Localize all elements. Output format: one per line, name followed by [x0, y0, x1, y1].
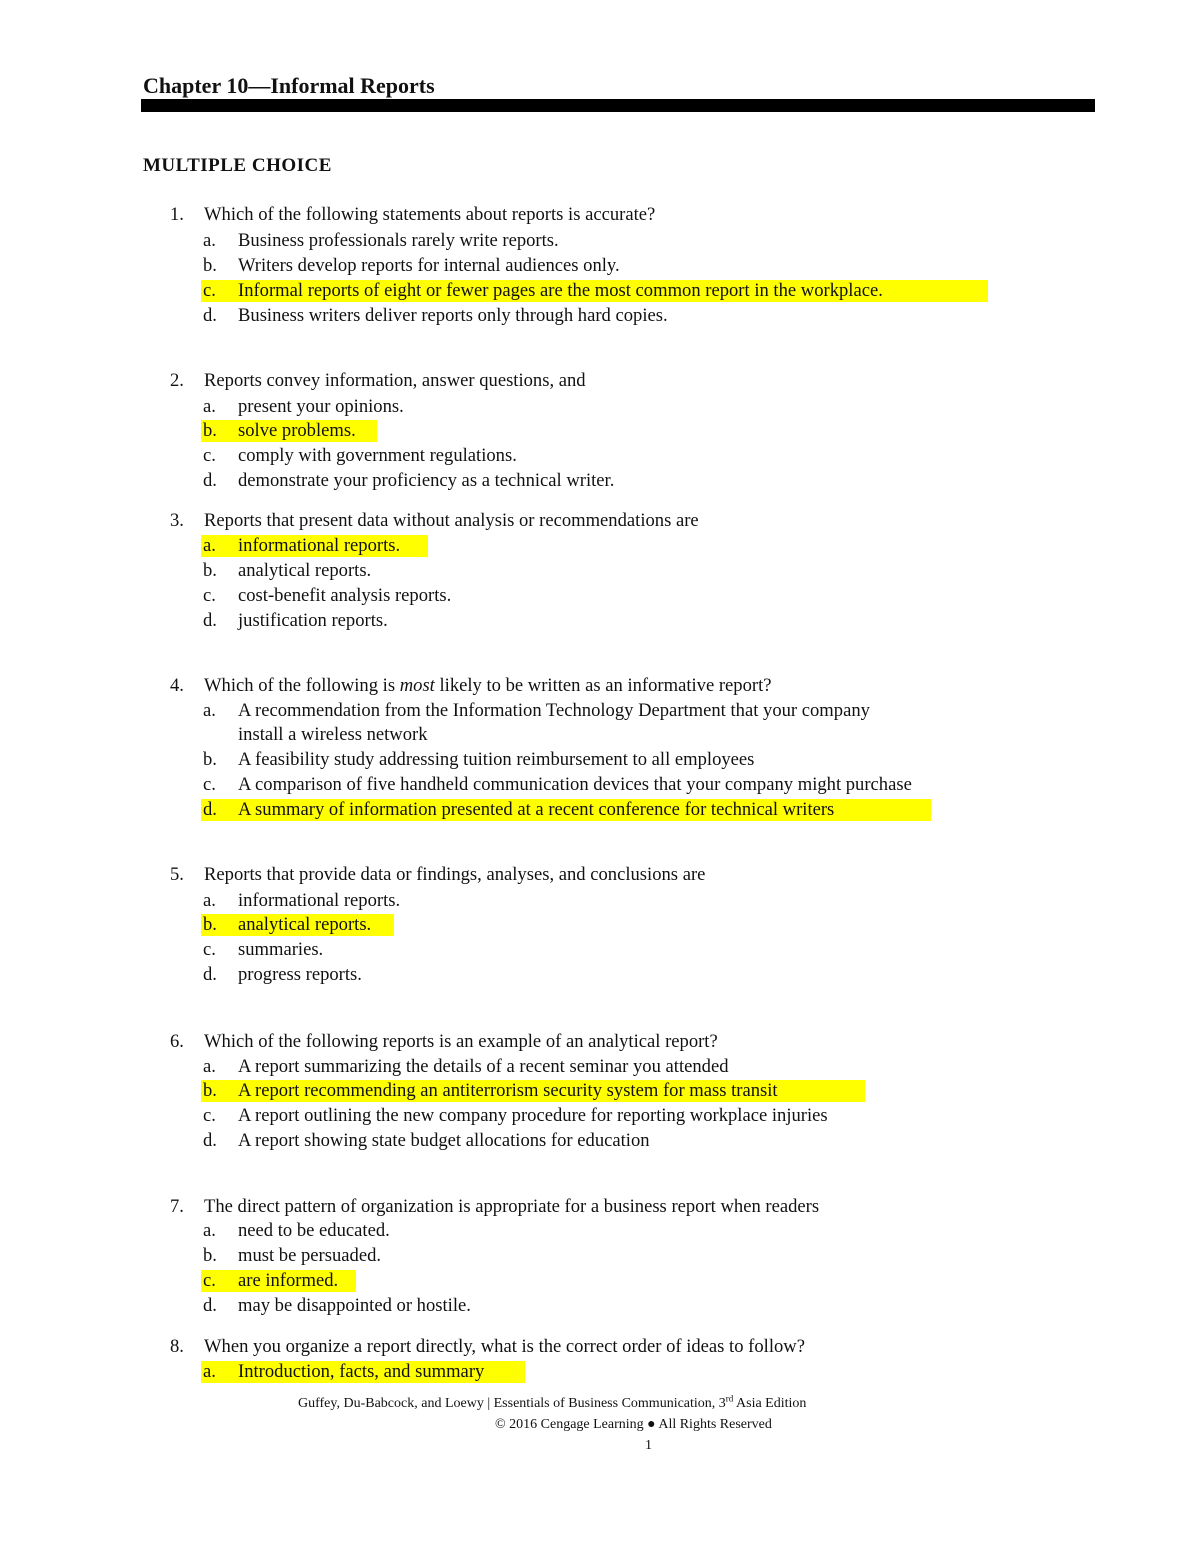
question-text: Reports that present data without analysis or recommendations are	[204, 510, 699, 531]
footer-copyright: © 2016 Cengage Learning ● All Rights Reserved	[495, 1417, 772, 1432]
question-number: 5.	[170, 864, 184, 885]
option-letter: c.	[203, 585, 216, 606]
option-letter: c.	[203, 1270, 216, 1291]
question-number: 1.	[170, 204, 184, 225]
option-text: A report summarizing the details of a recent seminar you attended	[238, 1056, 729, 1077]
option-text: Business writers deliver reports only through hard copies.	[238, 305, 668, 326]
option-letter: b.	[203, 255, 217, 276]
option-text: comply with government regulations.	[238, 445, 517, 466]
option-letter: d.	[203, 1130, 217, 1151]
option-letter: d.	[203, 305, 217, 326]
option-letter: d.	[203, 964, 217, 985]
question-number: 4.	[170, 675, 184, 696]
option-text: Introduction, facts, and summary	[238, 1361, 485, 1382]
option-letter: d.	[203, 470, 217, 491]
option-letter: a.	[203, 396, 216, 417]
chapter-title: Chapter 10—Informal Reports	[143, 73, 435, 98]
question-text: The direct pattern of organization is appropriate for a business report when readers	[204, 1196, 820, 1217]
question-text: Reports convey information, answer questions, and	[204, 370, 586, 391]
option-letter: d.	[203, 1295, 217, 1316]
question-number: 3.	[170, 510, 184, 531]
option-letter: c.	[203, 774, 216, 795]
option-letter: b.	[203, 914, 217, 935]
question-text: Which of the following statements about reports is accurate?	[204, 204, 656, 225]
option-letter: c.	[203, 1105, 216, 1126]
question-text	[204, 674, 772, 698]
option-text: A report recommending an antiterrorism security system for mass transit	[238, 1080, 778, 1101]
option-text: may be disappointed or hostile.	[238, 1295, 471, 1316]
question-number: 6.	[170, 1031, 184, 1052]
question-text: When you organize a report directly, what is the correct order of ideas to follow?	[204, 1336, 805, 1357]
option-text: need to be educated.	[238, 1220, 390, 1241]
option-text: present your opinions.	[238, 396, 404, 417]
option-letter: b.	[203, 1245, 217, 1266]
option-text: install a wireless network	[238, 724, 428, 745]
option-letter: c.	[203, 280, 216, 301]
option-text: Informal reports of eight or fewer pages are the most common report in the workplace.	[238, 280, 883, 301]
question-text-part: likely to be written as an informative report?	[434, 675, 772, 696]
option-letter: c.	[203, 445, 216, 466]
option-text: demonstrate your proficiency as a technical writer.	[238, 470, 615, 491]
option-text: informational reports.	[238, 890, 401, 911]
option-text: are informed.	[238, 1270, 339, 1291]
option-letter: d.	[203, 610, 217, 631]
option-letter: a.	[203, 1361, 216, 1382]
option-text: justification reports.	[238, 610, 388, 631]
option-letter: a.	[203, 535, 216, 556]
option-text: A report showing state budget allocations for education	[238, 1130, 650, 1151]
option-text: Business professionals rarely write reports.	[238, 230, 559, 251]
footer-edition-superscript: rd	[725, 1393, 734, 1404]
question-emphasis: most	[399, 675, 435, 696]
option-letter: b.	[203, 749, 217, 770]
option-letter: d.	[203, 799, 217, 820]
option-text: A summary of information presented at a recent conference for technical writers	[238, 799, 835, 820]
option-text: summaries.	[238, 939, 324, 960]
footer-citation-text: Asia Edition	[733, 1396, 807, 1411]
option-letter: b.	[203, 560, 217, 581]
option-text: cost-benefit analysis reports.	[238, 585, 452, 606]
option-text: A recommendation from the Information Technology Department that your company	[238, 700, 870, 721]
option-letter: a.	[203, 890, 216, 911]
option-text: Writers develop reports for internal audiences only.	[238, 255, 620, 276]
option-text: A comparison of five handheld communication devices that your company might purchase	[238, 774, 912, 795]
question-text: Which of the following reports is an example of an analytical report?	[204, 1031, 718, 1052]
option-letter: a.	[203, 1056, 216, 1077]
option-letter: a.	[203, 230, 216, 251]
option-text: progress reports.	[238, 964, 362, 985]
option-letter: b.	[203, 420, 217, 441]
option-letter: a.	[203, 1220, 216, 1241]
option-text: A feasibility study addressing tuition reimbursement to all employees	[238, 749, 755, 770]
footer-citation	[298, 1395, 806, 1413]
question-number: 7.	[170, 1196, 184, 1217]
section-heading: MULTIPLE CHOICE	[143, 155, 332, 176]
option-text: solve problems.	[238, 420, 356, 441]
question-text-part: Which of the following is	[204, 675, 400, 696]
option-text: must be persuaded.	[238, 1245, 382, 1266]
question-text: Reports that provide data or findings, analyses, and conclusions are	[204, 864, 706, 885]
page-number: 1	[645, 1438, 652, 1453]
option-text: informational reports.	[238, 535, 401, 556]
footer-citation-text: Guffey, Du-Babcock, and Loewy | Essentials of Business Communication, 3	[298, 1396, 726, 1411]
title-rule	[141, 99, 1095, 112]
option-text: analytical reports.	[238, 914, 372, 935]
option-text: analytical reports.	[238, 560, 372, 581]
option-text: A report outlining the new company procedure for reporting workplace injuries	[238, 1105, 828, 1126]
question-number: 2.	[170, 370, 184, 391]
option-letter: c.	[203, 939, 216, 960]
question-number: 8.	[170, 1336, 184, 1357]
option-letter: b.	[203, 1080, 217, 1101]
option-letter: a.	[203, 700, 216, 721]
